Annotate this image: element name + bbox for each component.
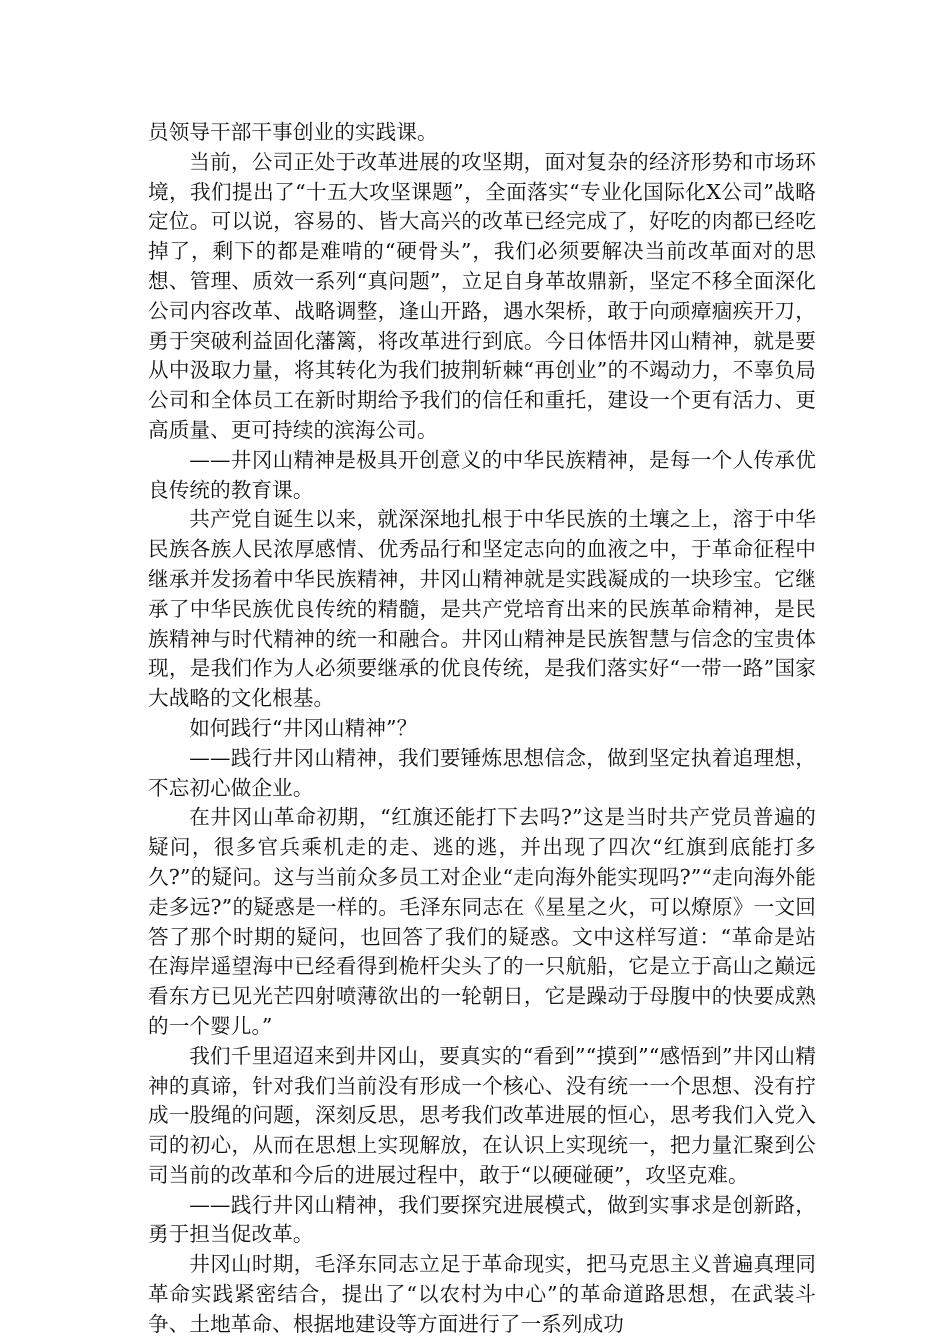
paragraph-heading-innovation: ——践行井冈山精神，我们要探究进展模式，做到实事求是创新路，勇于担当促改革。 <box>148 1192 816 1247</box>
paragraph-reflection: 我们千里迢迢来到井冈山，要真实的“看到”“摸到”“感悟到”井冈山精神的真谛，针对我们当前没有形成一个核心、没有统一一个思想、没有拧成一股绳的问题，深刻反思，思考我们改革进展的恒心，思考我们入党入司的初心，从而在思想上实现解放，在认识上实现统一，把力量汇聚到公司当前的改革和今后的进展过程中，敢于“以硬碰硬”，攻坚克难。 <box>148 1043 816 1187</box>
paragraph-party-history: 共产党自诞生以来，就深深地扎根于中华民族的土壤之上，溶于中华民族各族人民浓厚感情、优秀品行和坚定志向的血液之中，于革命征程中继承并发扬着中华民族精神，井冈山精神就是实践凝成的一块珍宝。它继承了中华民族优良传统的精髓，是共产党培育出来的民族革命精神，是民族精神与时代精神的统一和融合。井冈山精神是民族智慧与信念的宝贵体现，是我们作为人必须要继承的优良传统，是我们落实好“一带一路”国家大战略的文化根基。 <box>148 507 816 711</box>
paragraph-question: 如何践行“井冈山精神”？ <box>189 715 418 740</box>
paragraph-red-flag: 在井冈山革命初期，“红旗还能打下去吗?”这是当时共产党员普遍的疑问，很多官兵乘机走的走、逃的逃，并出现了四次“红旗到底能打多久?”的疑问。这与当前众多员工对企业“走向海外能实现吗?”“走向海外能走多远?”的疑惑是一样的。毛泽东同志在《星星之火，可以燎原》一文回答了那个时期的疑问，也回答了我们的疑惑。文中这样写道：“革命是站在海岸遥望海中已经看得到桅杆尖头了的一只航船，它是立于高山之巅远看东方已见光芒四射喷薄欲出的一轮朝日，它是躁动于母腹中的快要成熟的一个婴儿。” <box>148 805 816 1038</box>
paragraph-reform-context: 当前，公司正处于改革进展的攻坚期，面对复杂的经济形势和市场环境，我们提出了“十五大攻坚课题”，全面落实“专业化国际化X公司”战略定位。可以说，容易的、皆大高兴的改革已经完成了，好吃的肉都已经吃掉了，剩下的都是难啃的“硬骨头”，我们必须要解决当前改革面对的思想、管理、质效一系列“真问题”，立足自身革故鼎新，坚定不移全面深化公司内容改革、战略调整，逢山开路，遇水架桥，敢于向顽瘴痼疾开刀，勇于突破利益固化藩篱，将改革进行到底。今日体悟井冈山精神，就是要从中汲取力量，将其转化为我们披荆斩棘“再创业”的不竭动力，不辜负局公司和全体员工在新时期给予我们的信任和重托，建设一个更有活力、更高质量、更可持续的滨海公司。 <box>148 149 816 442</box>
document-body <box>148 118 816 1340</box>
paragraph-rural-revolution: 井冈山时期，毛泽东同志立足于革命现实，把马克思主义普遍真理同革命实践紧密结合，提出了“以农村为中心”的革命道路思想，在武装斗争、土地革命、根据地建设等方面进行了一系列成功 <box>148 1252 816 1336</box>
paragraph-heading-national-spirit: ——井冈山精神是极具开创意义的中华民族精神，是每一个人传承优良传统的教育课。 <box>148 447 816 502</box>
paragraph-heading-ideals: ——践行井冈山精神，我们要锤炼思想信念，做到坚定执着追理想，不忘初心做企业。 <box>148 745 816 800</box>
paragraph-continuation: 员领导干部干事创业的实践课。 <box>148 120 438 144</box>
